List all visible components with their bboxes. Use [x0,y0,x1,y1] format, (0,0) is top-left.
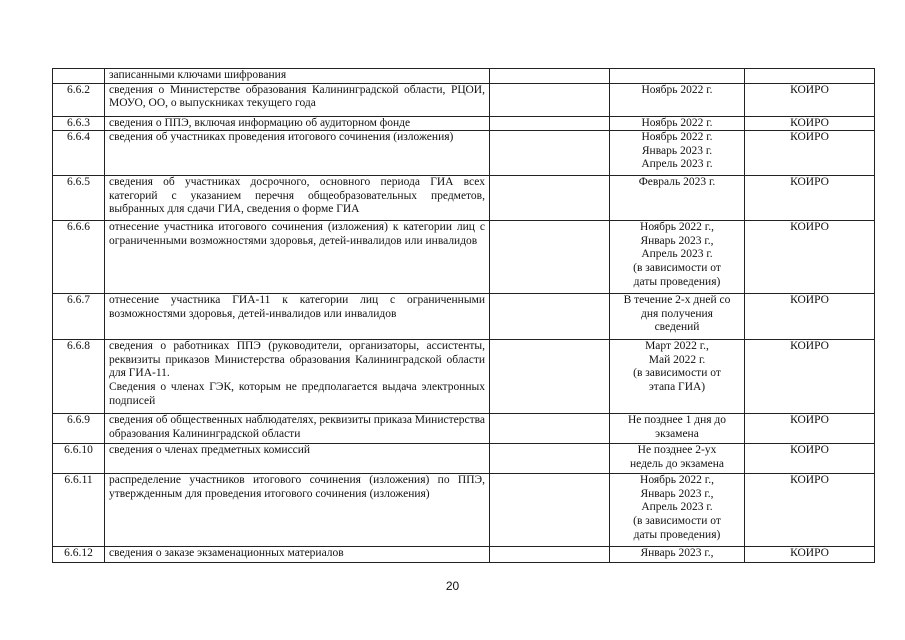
deadline-line: Апрель 2023 г. [641,501,713,514]
deadline-line: Ноябрь 2022 г. [641,116,713,129]
row-deadline [610,221,745,294]
deadline-line: Апрель 2023 г. [641,248,713,261]
deadline-line: Ноябрь 2022 г. [641,83,713,96]
deadline-line: Ноябрь 2022 г., [640,474,714,487]
table-row [53,69,875,84]
row-description: сведения об участниках досрочного, основного периода ГИА всех категорий с указанием перечня общеобразовательных предметов, выбранных для сдачи ГИА, сведения о форме ГИА [105,176,490,221]
empty-cell [490,294,610,340]
page-number: 20 [445,579,460,593]
row-responsible: КОИРО [745,340,875,414]
table-body [53,69,875,563]
row-number: 6.6.10 [53,444,105,474]
row-responsible [745,69,875,84]
row-responsible: КОИРО [745,131,875,176]
empty-cell [490,414,610,444]
empty-cell [490,474,610,547]
table-row [53,131,875,176]
row-deadline [610,547,745,563]
row-description: сведения об участниках проведения итогового сочинения (изложения) [105,131,490,176]
table-row [53,176,875,221]
row-description: сведения о ППЭ, включая информацию об аудиторном фонде [105,116,490,131]
row-number: 6.6.3 [53,116,105,131]
table-row [53,221,875,294]
row-deadline [610,414,745,444]
table-row [53,444,875,474]
row-number: 6.6.9 [53,414,105,444]
row-responsible: КОИРО [745,414,875,444]
document-table [52,68,875,563]
row-description: сведения о заказе экзаменационных материалов [105,547,490,563]
deadline-line: В течение 2-х дней со [623,294,731,307]
deadline-line: Январь 2023 г., [640,487,714,500]
deadline-line: (в зависимости от [633,367,721,380]
deadline-line: Январь 2023 г., [640,547,714,560]
empty-cell [490,116,610,131]
table-row [53,474,875,547]
row-deadline [610,69,745,84]
row-deadline [610,294,745,340]
row-description: сведения о Министерстве образования Калининградской области, РЦОИ, МОУО, ОО, о выпускниках текущего года [105,83,490,116]
deadline-line: Январь 2023 г., [640,234,714,247]
row-deadline [610,116,745,131]
deadline-line: Ноябрь 2022 г. [641,131,713,144]
deadline-line: экзамена [655,427,699,440]
row-number: 6.6.5 [53,176,105,221]
deadline-line: (в зависимости от [633,514,721,527]
row-number: 6.6.7 [53,294,105,340]
row-responsible: КОИРО [745,116,875,131]
table-row [53,340,875,414]
empty-cell [490,131,610,176]
deadline-line: Март 2022 г., [645,340,709,353]
row-number: 6.6.6 [53,221,105,294]
row-deadline [610,131,745,176]
table-row [53,116,875,131]
table-row [53,414,875,444]
empty-cell [490,176,610,221]
deadline-line: Январь 2023 г. [641,144,713,157]
empty-cell [490,69,610,84]
deadline-line: дня получения [641,307,713,320]
row-description: распределение участников итогового сочинения (изложения) по ППЭ, утвержденным для проведения итогового сочинения (изложения) [105,474,490,547]
deadline-line: (в зависимости от [633,261,721,274]
deadline-line: Февраль 2023 г. [638,176,716,189]
empty-cell [490,221,610,294]
deadline-line: Ноябрь 2022 г., [640,221,714,234]
row-description: сведения о членах предметных комиссий [105,444,490,474]
row-number: 6.6.2 [53,83,105,116]
row-responsible: КОИРО [745,444,875,474]
deadline-line: Не позднее 2-ух [637,444,717,457]
row-responsible: КОИРО [745,294,875,340]
deadline-line: даты проведения) [633,275,721,288]
row-responsible: КОИРО [745,221,875,294]
row-responsible: КОИРО [745,547,875,563]
deadline-line: этапа ГИА) [648,380,706,393]
row-number: 6.6.8 [53,340,105,414]
row-deadline [610,474,745,547]
row-number: 6.6.4 [53,131,105,176]
deadline-line: Май 2022 г. [648,353,706,366]
row-description: отнесение участника ГИА-11 к категории лиц с ограниченными возможностями здоровья, детей-инвалидов или инвалидов [105,294,490,340]
empty-cell [490,547,610,563]
row-description: записанными ключами шифрования [105,69,490,84]
table-row [53,294,875,340]
row-number: 6.6.11 [53,474,105,547]
row-number: 6.6.12 [53,547,105,563]
row-description: отнесение участника итогового сочинения (изложения) к категории лиц с ограниченными возможностями здоровья, детей-инвалидов или инвалидов [105,221,490,294]
row-deadline [610,176,745,221]
row-deadline [610,83,745,116]
row-number [53,69,105,84]
deadline-line: Апрель 2023 г. [641,158,713,171]
table-row [53,547,875,563]
deadline-line: даты проведения) [633,528,721,541]
row-responsible: КОИРО [745,83,875,116]
row-responsible: КОИРО [745,474,875,547]
empty-cell [490,83,610,116]
row-description: сведения об общественных наблюдателях, реквизиты приказа Министерства образования Калининградской области [105,414,490,444]
row-responsible: КОИРО [745,176,875,221]
table-row [53,83,875,116]
deadline-line: Не позднее 1 дня до [627,414,726,427]
row-deadline [610,340,745,414]
row-description: сведения о работниках ППЭ (руководители, организаторы, ассистенты, реквизиты приказов Министерства образования Калининградской области для ГИА-11. Сведения о членах ГЭК, которым не предполагается выдача электронных подписей [105,340,490,414]
empty-cell [490,444,610,474]
row-deadline [610,444,745,474]
empty-cell [490,340,610,414]
deadline-line: сведений [654,321,700,334]
deadline-line: недель до экзамена [629,457,725,470]
